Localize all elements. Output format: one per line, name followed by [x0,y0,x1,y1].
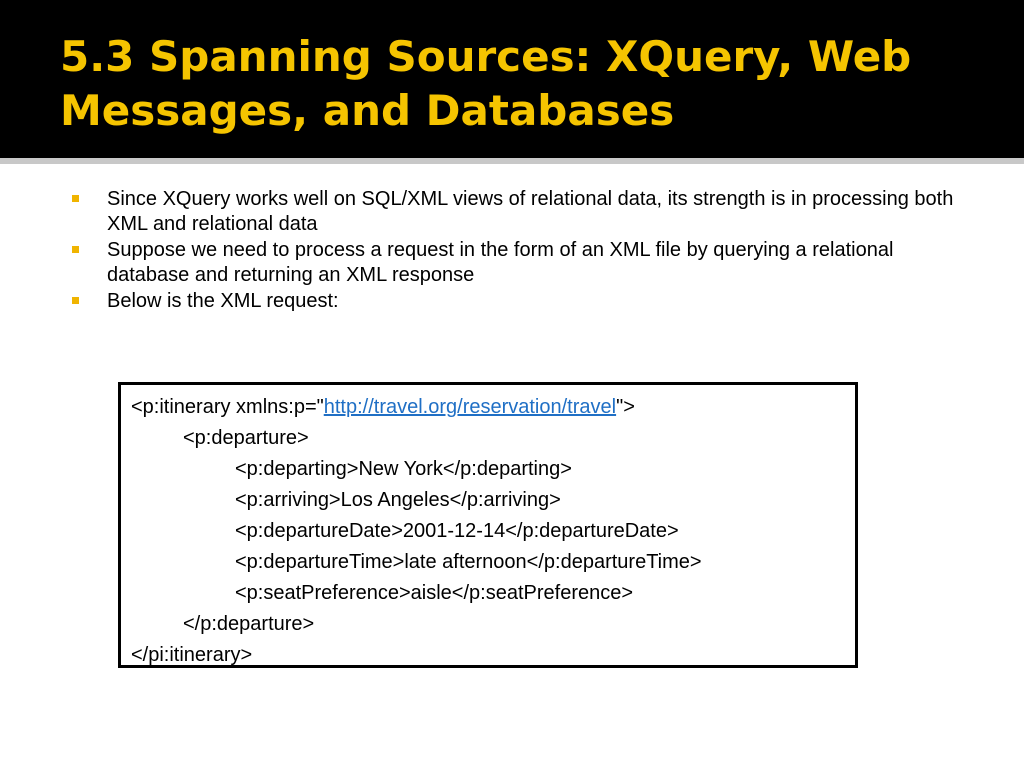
code-line [131,392,635,422]
code-line: </p:departure> [183,613,315,635]
bullet-item [70,187,970,237]
code-line: <p:departing>New York</p:departing> [235,458,572,480]
title-divider [0,158,1024,164]
namespace-link[interactable]: http://travel.org/reservation/travel [323,396,617,418]
bullet-text: Suppose we need to process a request in the form of an XML file by querying a relational database and returning an XML response [107,239,894,286]
bullet-list [70,187,970,315]
code-line: </pi:itinerary> [131,644,253,666]
square-bullet-icon [72,297,79,304]
slide-title: 5.3 Spanning Sources: XQuery, Web Messages, and Databases [60,32,912,135]
code-text: <p:itinerary xmlns:p=" [131,396,324,418]
code-line: <p:seatPreference>aisle</p:seatPreference> [235,582,634,604]
square-bullet-icon [72,246,79,253]
bullet-text: Since XQuery works well on SQL/XML views of relational data, its strength is in processing both XML and relational data [107,188,954,235]
code-line: <p:departureTime>late afternoon</p:departureTime> [235,551,702,573]
bullet-item [70,238,970,288]
code-line: <p:departureDate>2001-12-14</p:departureDate> [235,520,679,542]
bullet-item [70,289,970,314]
code-text: "> [616,396,635,418]
code-line: <p:arriving>Los Angeles</p:arriving> [235,489,561,511]
xml-request-box [118,382,858,668]
square-bullet-icon [72,195,79,202]
code-line: <p:departure> [183,427,309,449]
bullet-text: Below is the XML request: [107,290,339,312]
